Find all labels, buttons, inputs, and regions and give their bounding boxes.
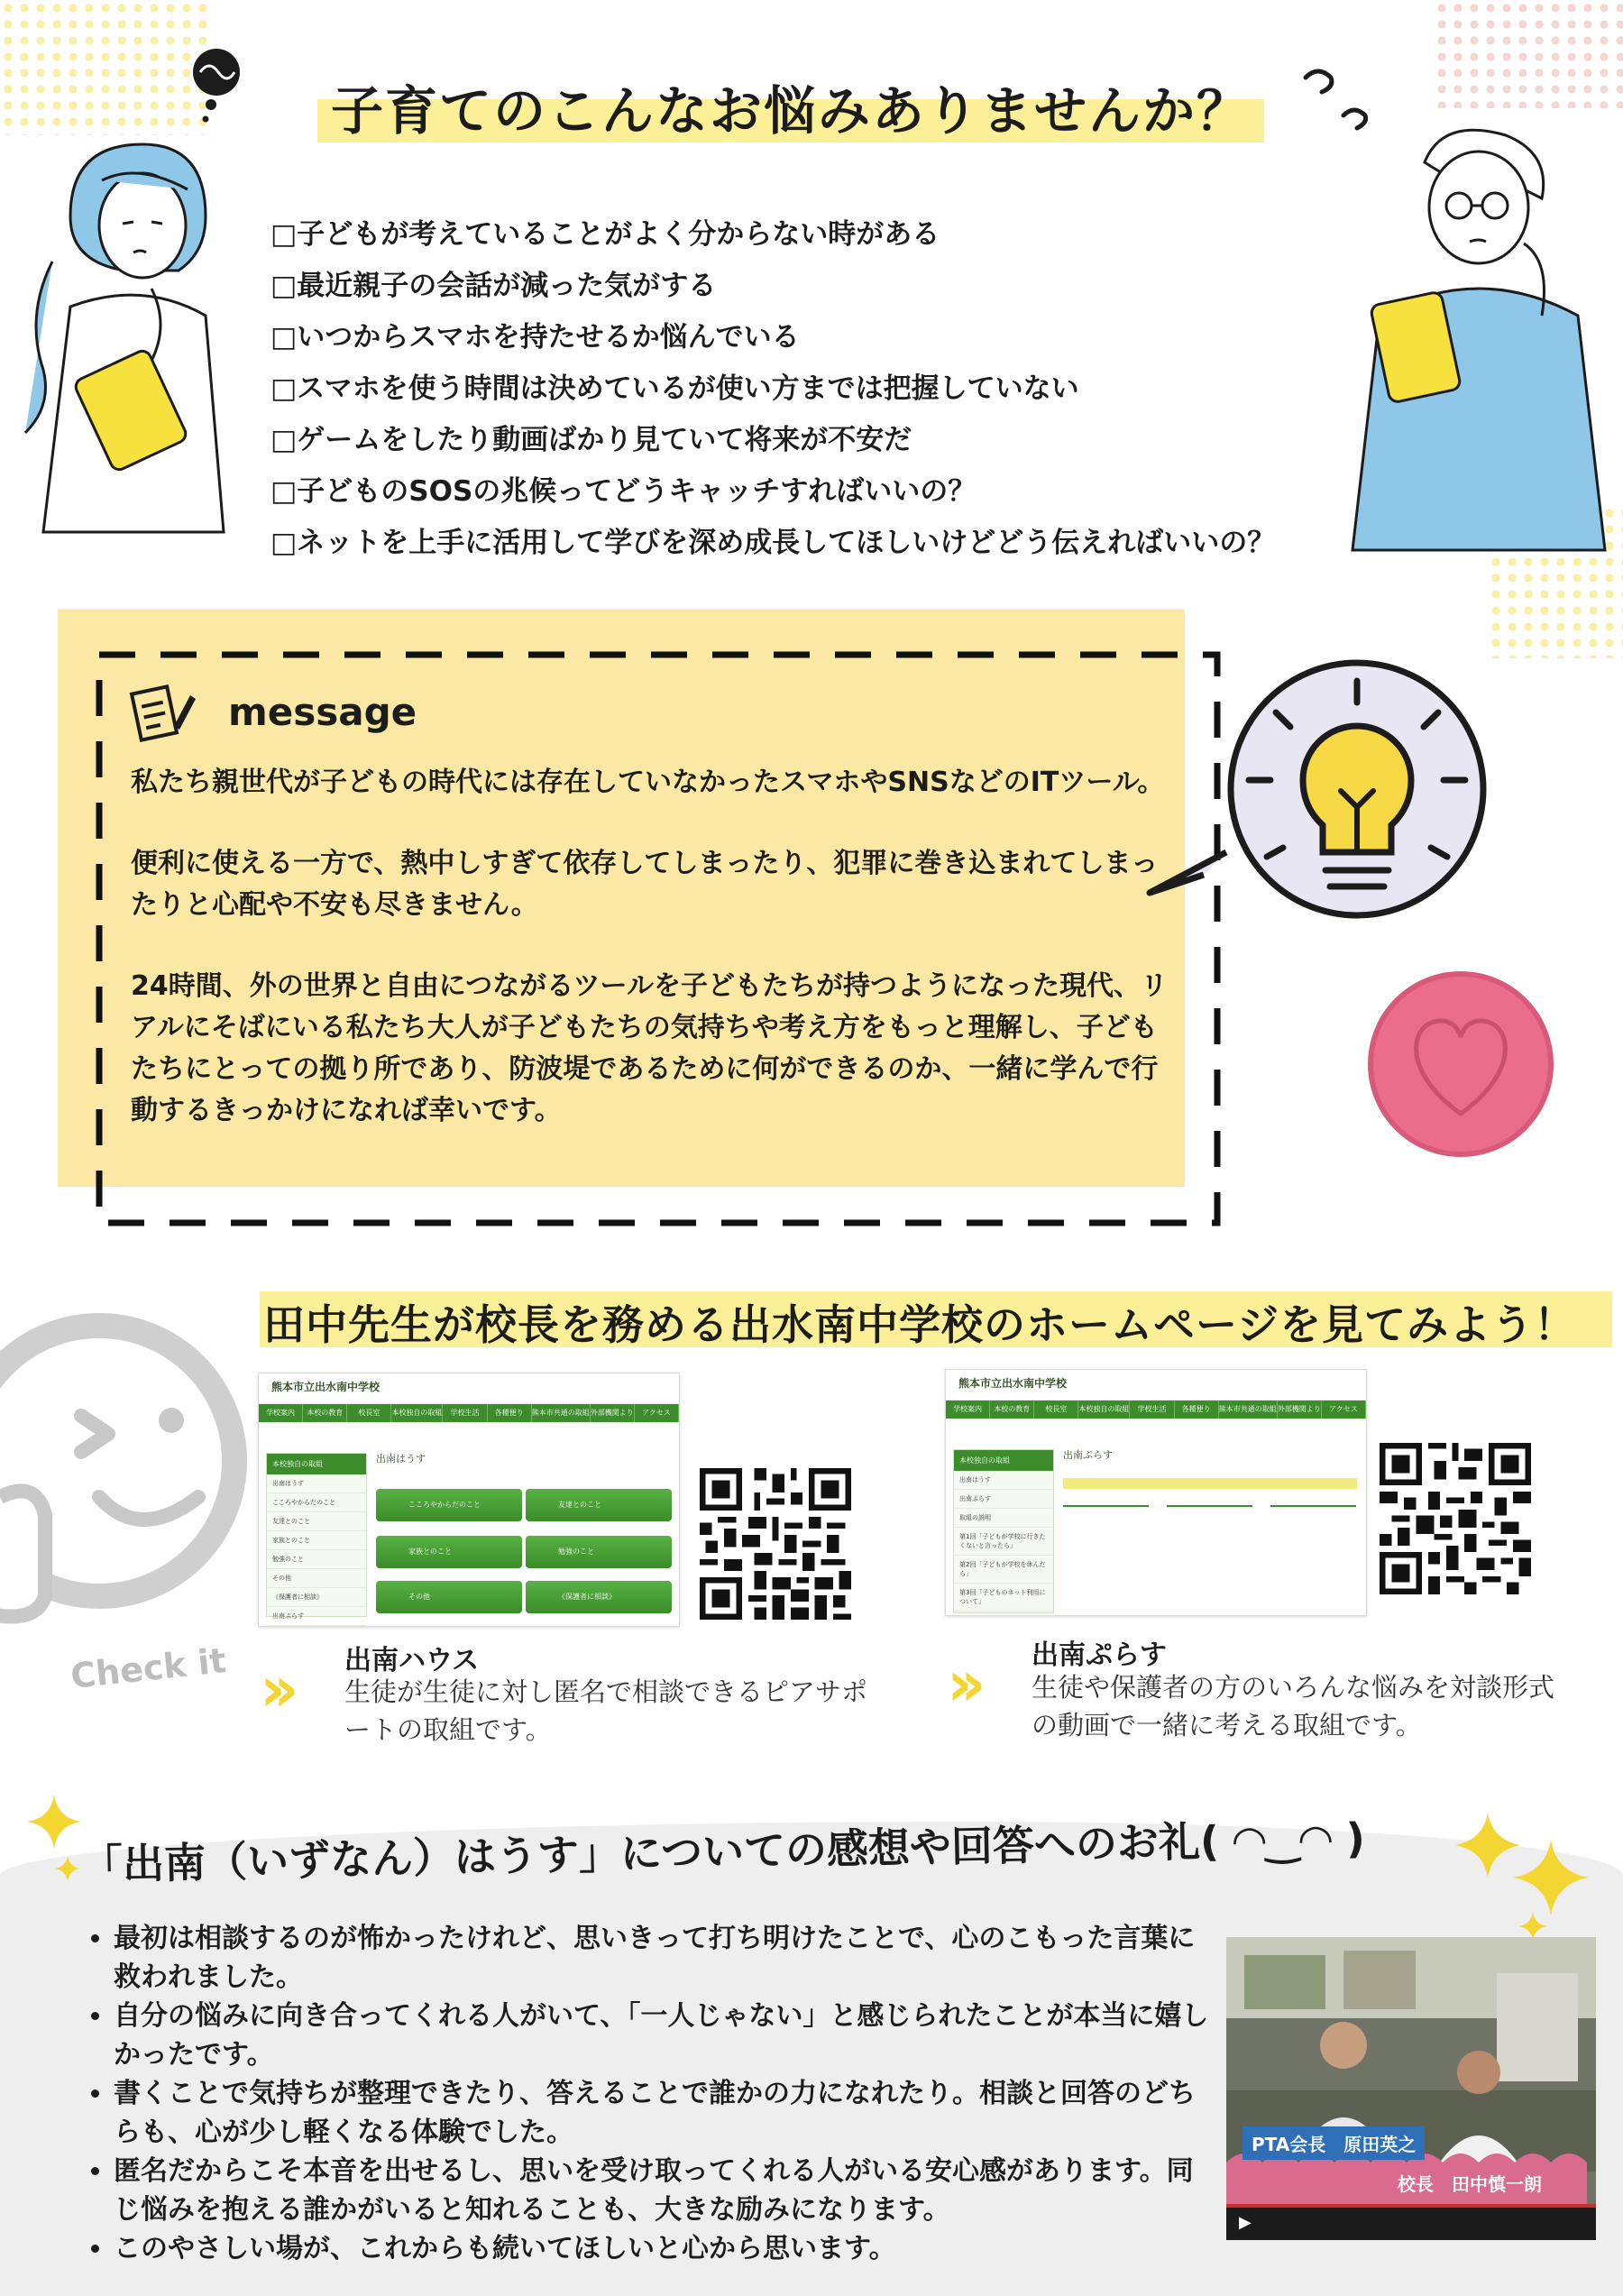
site-header: 熊本市立出水南中学校 [946, 1370, 1366, 1401]
checklist-item: □いつからスマホを持たせるか悩んでいる [270, 321, 800, 354]
impressions-list [70, 1919, 1214, 2268]
sidebar-item: 出南ぷらす [954, 1490, 1053, 1509]
worry-checklist [270, 209, 1275, 569]
qr-code-house[interactable] [700, 1468, 851, 1620]
page-title: 子育てのこんなお悩みありませんか？ [330, 80, 1251, 142]
message-body [131, 762, 1177, 1171]
content-column [1063, 1505, 1149, 1597]
sidebar-item: 勉強のこと [267, 1550, 366, 1569]
sidebar-heading: 本校独自の取組 [267, 1454, 366, 1474]
impression-item: • 書くことで気持ちが整理できたり、答えることで誰かの力になれたり。相談と回答のどちらも、心が少し軽くなる体験でした。 [114, 2074, 1214, 2152]
sidebar-item: 出南ぷらす [267, 1607, 366, 1626]
page-banner [1063, 1478, 1357, 1489]
nav-item: 熊本市共通の取組 [1219, 1401, 1278, 1419]
nav-item: アクセス [1322, 1401, 1366, 1419]
impression-item: • このやさしい場が、これからも続いてほしいと心から思います。 [114, 2229, 1214, 2268]
heart-badge-icon [1362, 965, 1560, 1163]
checklist-item: □ネットを上手に活用して学びを深め成長してほしいけどどう伝えればいいの？ [270, 527, 1276, 559]
impressions-title: 「出南（いずなん）はうす」についての感想や回答へのお礼( ◠‿◠ ) [80, 1814, 1366, 1889]
content-column [1270, 1505, 1356, 1597]
sidebar-heading: 本校独自の取組 [954, 1450, 1053, 1471]
impression-item: • 最初は相談するのが怖かったけれど、思いきって打ち明けたことで、心のこもった言葉に救われました。 [114, 1919, 1214, 1997]
chevron-right-icon: ›› [947, 1647, 974, 1721]
sidebar-item: 出南はうす [954, 1471, 1053, 1490]
impression-item: • 自分の悩みに向き合ってくれる人がいて、「一人じゃない」と感じられたことが本当に嬉しかったです。 [114, 1997, 1214, 2074]
page-heading: 出南はうす [376, 1453, 426, 1465]
house-caption-title: 出南ハウス [344, 1645, 480, 1676]
nav-item: 各種便り [1175, 1401, 1219, 1419]
site-sidebar [266, 1453, 367, 1620]
nav-item: 熊本市共通の取組 [532, 1404, 591, 1422]
sidebar-item: こころやからだのこと [267, 1493, 366, 1512]
nav-item: 本校の教育 [990, 1401, 1034, 1419]
plus-page-screenshot[interactable] [945, 1369, 1367, 1616]
wink-face-illustration [0, 1290, 270, 1668]
nav-item: 外部機関より [591, 1404, 635, 1422]
memo-pencil-icon [131, 681, 199, 744]
nav-item: 学校生活 [443, 1404, 487, 1422]
school-section-title: 田中先生が校長を務める出水南中学校のホームページを見てみよう！ [263, 1300, 1577, 1349]
sidebar-item: 第3回「子どものネット利用について」 [954, 1584, 1053, 1612]
sidebar-item: その他 [267, 1569, 366, 1588]
sidebar-item: 出南はうす [267, 1474, 366, 1493]
site-sidebar [953, 1449, 1054, 1613]
impression-item: • 匿名だからこそ本音を出せるし、思いを受け取ってくれる人がいる安心感があります。同じ悩みを抱える誰かがいると知れることも、大きな励みになります。 [114, 2152, 1214, 2229]
lightbulb-speech-bubble [1141, 645, 1528, 951]
qr-code-plus[interactable] [1380, 1443, 1531, 1594]
site-header: 熊本市立出水南中学校 [259, 1373, 679, 1404]
checklist-item: □最近親子の会話が減った気がする [270, 270, 717, 302]
category-tile: 友達とのこと [526, 1489, 672, 1521]
category-tile: その他 [376, 1581, 522, 1613]
sidebar-item: 《保護者に相談》 [267, 1588, 366, 1607]
worry-scribble-icon [171, 45, 261, 126]
category-tile: 勉強のこと [526, 1536, 672, 1568]
category-tile: 家族とのこと [376, 1536, 522, 1568]
sidebar-item: 第1回「子どもが学校に行きたくないと言ったら」 [954, 1528, 1053, 1556]
category-tile: こころやからだのこと [376, 1489, 522, 1521]
video-name-label: 校長 田中慎一朗 [1398, 2173, 1542, 2195]
nav-item: 学校案内 [259, 1404, 303, 1422]
nav-item: 学校案内 [946, 1401, 990, 1419]
nav-item: 学校生活 [1130, 1401, 1174, 1419]
worried-father-illustration [1343, 108, 1614, 550]
worried-mother-illustration [16, 117, 269, 550]
video-thumbnail[interactable] [1226, 1937, 1596, 2240]
nav-item: 本校独自の取組 [391, 1404, 443, 1422]
sidebar-item: 家族とのこと [267, 1531, 366, 1550]
plus-caption-title: 出南ぷらす [1032, 1639, 1167, 1671]
sparkle-icon [1443, 1804, 1623, 1948]
sidebar-item: 第2回「子どもが学校を休んだら」 [954, 1556, 1053, 1584]
site-nav [259, 1404, 679, 1422]
video-name-label: PTA会長 原田英之 [1242, 2126, 1425, 2160]
checklist-item: □子どもが考えていることがよく分からない時がある [270, 218, 940, 251]
category-tile: 《保護者に相談》 [526, 1581, 672, 1613]
house-page-screenshot[interactable] [258, 1373, 680, 1627]
play-icon[interactable]: ▶ [1239, 2213, 1252, 2232]
checklist-item: □ゲームをしたり動画ばかり見ていて将来が不安だ [270, 424, 912, 456]
nav-item: 外部機関より [1278, 1401, 1322, 1419]
chevron-right-icon: ›› [260, 1652, 287, 1726]
nav-item: アクセス [635, 1404, 679, 1422]
sidebar-item: 取組の説明 [954, 1509, 1053, 1528]
plus-caption-text: 生徒や保護者の方のいろんな悩みを対談形式の動画で一緒に考える取組です。 [1032, 1672, 1555, 1740]
house-caption-text: 生徒が生徒に対し匿名で相談できるピアサポートの取組です。 [344, 1676, 868, 1745]
checklist-item: □子どものSOSの兆候ってどうキャッチすればいいの？ [270, 475, 977, 508]
page-heading: 出南ぷらす [1063, 1449, 1113, 1461]
nav-item: 校長室 [1034, 1401, 1078, 1419]
site-nav [946, 1401, 1366, 1419]
content-column [1167, 1505, 1252, 1597]
nav-item: 各種便り [488, 1404, 532, 1422]
message-paragraph: 便利に使える一方で、熱中しすぎて依存してしまったり、犯罪に巻き込まれてしまったりと心配や不安も尽きません。 [131, 848, 1159, 921]
message-label: message [228, 690, 417, 734]
sidebar-item: 友達とのこと [267, 1512, 366, 1531]
check-it-label: Check it [69, 1640, 228, 1696]
dot-pattern-top-right [1434, 0, 1623, 108]
nav-item: 校長室 [347, 1404, 391, 1422]
checklist-item: □スマホを使う時間は決めているが使い方までは把握していない [270, 372, 1079, 405]
message-paragraph: 24時間、外の世界と自由につながるツールを子どもたちが持つようになった現代、リアルにそばにいる私たち大人が子どもたちの気持ちや考え方をもっと理解し、子どもたちにとっての拠り所であり、防波堤であるために何ができるのか、一緒に学んで行動するきっかけになれば幸いです。 [131, 970, 1168, 1126]
message-paragraph: 私たち親世代が子どもの時代には存在していなかったスマホやSNSなどのITツール。 [131, 767, 1165, 798]
nav-item: 本校独自の取組 [1078, 1401, 1130, 1419]
nav-item: 本校の教育 [303, 1404, 347, 1422]
